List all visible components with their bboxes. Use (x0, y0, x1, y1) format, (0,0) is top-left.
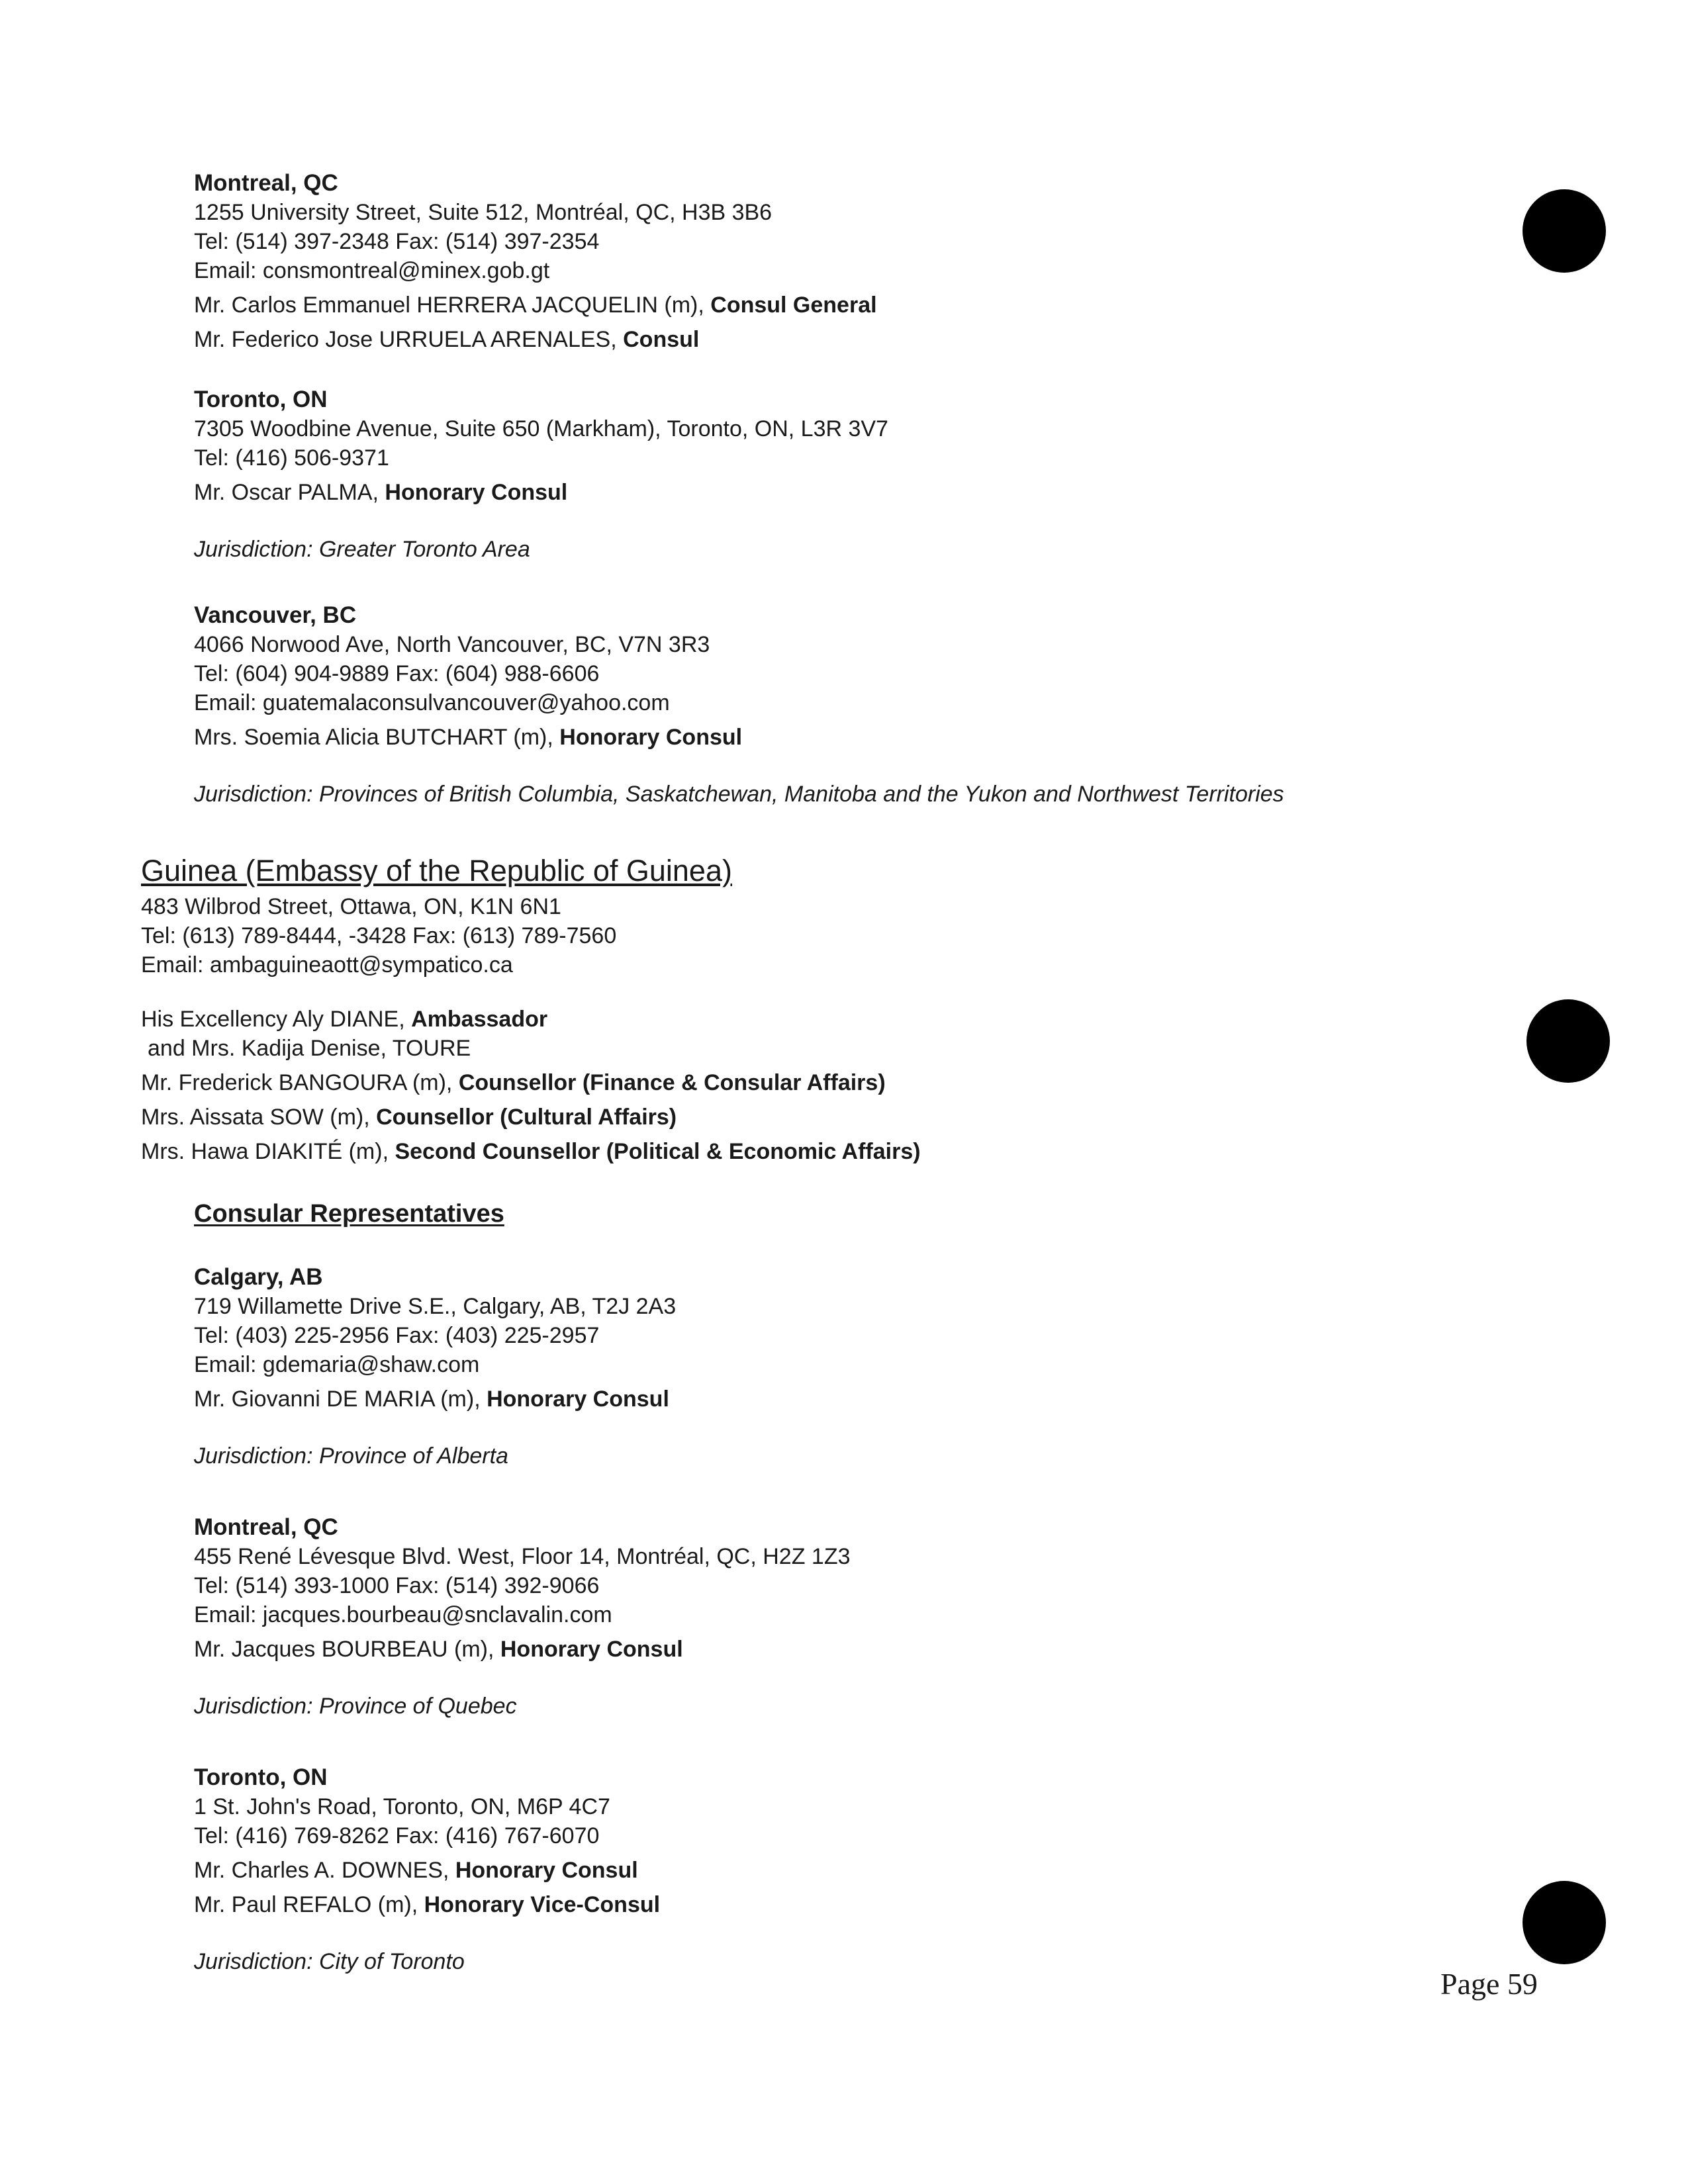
punch-hole-icon (1523, 1881, 1606, 1964)
official-title: Honorary Vice-Consul (424, 1892, 661, 1917)
consulate-phone: Tel: (604) 904-9889 Fax: (604) 988-6606 (194, 661, 600, 686)
official-line (194, 1385, 676, 1414)
consulate-email: Email: guatemalaconsulvancouver@yahoo.com (194, 690, 670, 715)
consulate-block-vancouver (194, 601, 1284, 809)
official-title: Consul General (710, 293, 877, 318)
consulate-address: 455 René Lévesque Blvd. West, Floor 14, Montréal, QC, H2Z 1Z3 (194, 1544, 851, 1569)
consulate-block-toronto (194, 385, 888, 564)
punch-hole-icon (1526, 999, 1610, 1083)
official-line (194, 1635, 851, 1664)
consular-representatives-heading: Consular Representatives (194, 1200, 504, 1228)
official-title: Honorary Consul (559, 725, 743, 750)
jurisdiction-note: Jurisdiction: City of Toronto (194, 1949, 465, 1974)
consulate-phone: Tel: (416) 769-8262 Fax: (416) 767-6070 (194, 1823, 600, 1848)
official-name: Mr. Carlos Emmanuel HERRERA JACQUELIN (m), (194, 293, 711, 318)
official-title: Second Counsellor (Political & Economic Affairs) (395, 1139, 921, 1164)
official-title: Honorary Consul (500, 1637, 683, 1662)
consulate-address: 7305 Woodbine Avenue, Suite 650 (Markham), Toronto, ON, L3R 3V7 (194, 416, 888, 441)
official-line (141, 1068, 921, 1097)
official-name: Mrs. Aissata SOW (m), (141, 1105, 377, 1130)
official-title: Counsellor (Finance & Consular Affairs) (458, 1070, 886, 1095)
official-name: Mr. Paul REFALO (m), (194, 1892, 424, 1917)
official-name: Mr. Charles A. DOWNES, (194, 1858, 455, 1883)
consulate-address: 1 St. John's Road, Toronto, ON, M6P 4C7 (194, 1794, 610, 1819)
consulate-email: Email: jacques.bourbeau@snclavalin.com (194, 1602, 612, 1627)
official-name: Mr. Frederick BANGOURA (m), (141, 1070, 459, 1095)
consulate-phone: Tel: (514) 397-2348 Fax: (514) 397-2354 (194, 229, 600, 254)
official-name: Mr. Jacques BOURBEAU (m), (194, 1637, 500, 1662)
consulate-city: Vancouver, BC (194, 602, 357, 628)
jurisdiction-note: Jurisdiction: Province of Alberta (194, 1443, 508, 1469)
consulate-phone: Tel: (403) 225-2956 Fax: (403) 225-2957 (194, 1323, 600, 1348)
official-line (141, 1137, 921, 1166)
official-name: Mr. Oscar PALMA, (194, 480, 385, 505)
consulate-phone: Tel: (514) 393-1000 Fax: (514) 392-9066 (194, 1573, 600, 1598)
official-name: Mrs. Soemia Alicia BUTCHART (m), (194, 725, 560, 750)
official-title: Counsellor (Cultural Affairs) (376, 1105, 677, 1130)
consulate-city: Montreal, QC (194, 1514, 338, 1540)
official-name: His Excellency Aly DIANE, (141, 1007, 412, 1032)
jurisdiction-note: Jurisdiction: Provinces of British Columbia, Saskatchewan, Manitoba and the Yukon and Northwest Territories (194, 782, 1284, 807)
ambassador-spouse: and Mrs. Kadija Denise, TOURE (148, 1036, 471, 1061)
consulate-address: 1255 University Street, Suite 512, Montréal, QC, H3B 3B6 (194, 200, 773, 225)
official-line (194, 291, 877, 320)
consulate-city: Montreal, QC (194, 170, 338, 196)
official-title: Honorary Consul (487, 1387, 669, 1412)
consulate-phone: Tel: (416) 506-9371 (194, 445, 389, 471)
embassy-email: Email: ambaguineaott@sympatico.ca (141, 952, 513, 978)
official-title: Ambassador (411, 1007, 548, 1032)
official-line (141, 1103, 921, 1132)
official-name: Mrs. Hawa DIAKITÉ (m), (141, 1139, 395, 1164)
official-name: Mr. Federico Jose URRUELA ARENALES, (194, 327, 624, 352)
official-line (194, 325, 877, 354)
consulate-city: Toronto, ON (194, 1764, 328, 1790)
consulate-email: Email: gdemaria@shaw.com (194, 1352, 480, 1377)
consulate-block-montreal (194, 169, 877, 354)
embassy-address: 483 Wilbrod Street, Ottawa, ON, K1N 6N1 (141, 894, 561, 919)
consulate-address: 4066 Norwood Ave, North Vancouver, BC, V7N 3R3 (194, 632, 710, 657)
consulate-city: Toronto, ON (194, 387, 328, 412)
jurisdiction-note: Jurisdiction: Greater Toronto Area (194, 537, 530, 562)
jurisdiction-note: Jurisdiction: Province of Quebec (194, 1694, 517, 1719)
official-title: Honorary Consul (455, 1858, 638, 1883)
consulate-address: 719 Willamette Drive S.E., Calgary, AB, T2J 2A3 (194, 1294, 677, 1319)
ambassador-line (141, 1005, 921, 1034)
official-name: Mr. Giovanni DE MARIA (m), (194, 1387, 487, 1412)
official-line (194, 1856, 660, 1885)
embassy-heading: Guinea (Embassy of the Republic of Guinea) (141, 854, 732, 887)
official-line (194, 723, 1284, 752)
official-title: Honorary Consul (385, 480, 568, 505)
punch-hole-icon (1523, 189, 1606, 273)
official-line (194, 478, 888, 507)
page-number: Page 59 (1440, 1967, 1538, 2001)
official-title: Consul (623, 327, 700, 352)
consulate-block-toronto (194, 1763, 660, 1976)
consulate-block-montreal (194, 1513, 851, 1721)
embassy-phone: Tel: (613) 789-8444, -3428 Fax: (613) 789-7560 (141, 923, 617, 948)
embassy-details (141, 892, 921, 1166)
consulate-city: Calgary, AB (194, 1264, 323, 1290)
consulate-email: Email: consmontreal@minex.gob.gt (194, 258, 550, 283)
official-line (194, 1890, 660, 1919)
consulate-block-calgary (194, 1263, 676, 1471)
